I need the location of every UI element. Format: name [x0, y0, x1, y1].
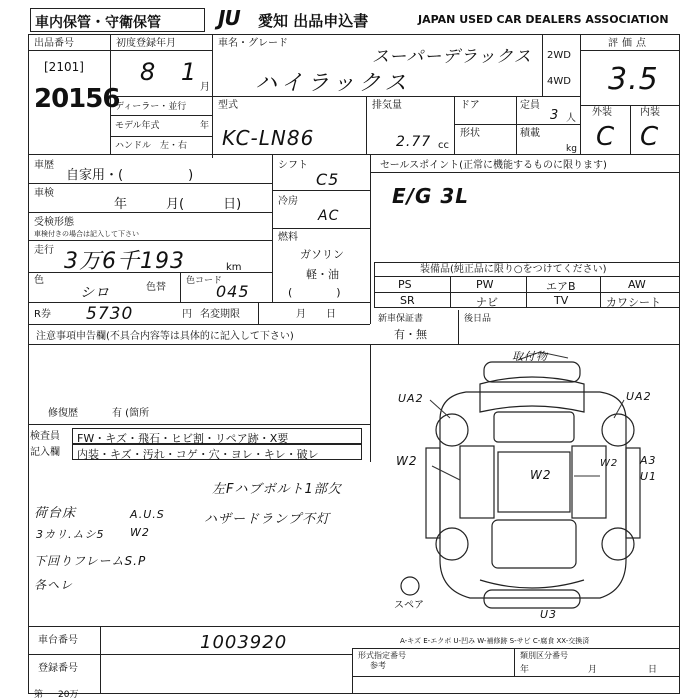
entry-label: 記入欄: [30, 447, 60, 458]
type-value: KC-LN86: [222, 126, 315, 150]
diagram-top-note: 取付物: [512, 350, 548, 363]
memo-hub-bolt: 左Fハブボルト1部欠: [212, 482, 342, 497]
first-reg-value: 8 1: [140, 58, 198, 86]
warranty-label: 新車保証書: [378, 314, 424, 324]
receive-note: 車検付きの場合は記入して下さい: [34, 230, 139, 238]
capacity-value: 3: [550, 108, 560, 123]
memo-bed-floor: 荷台床: [34, 506, 77, 521]
fuel-paren: ( ): [288, 286, 341, 299]
memo-frame: 下回りフレームS.P: [34, 554, 147, 568]
year-label: 年: [520, 665, 530, 675]
exterior-label: 外装: [592, 107, 612, 118]
equip-tv: TV: [554, 294, 569, 307]
cooler-value: AC: [318, 208, 340, 224]
spare-label: スペア: [394, 600, 424, 611]
type-reg-label: 形式指定番号: [358, 651, 406, 660]
color-code-value: 045: [216, 282, 250, 301]
door-label: ドア: [460, 100, 480, 111]
displacement-value: 2.77: [396, 134, 432, 150]
interior-row-text: 内装・キズ・汚れ・コゲ・穴・ヨレ・キレ・破レ: [77, 448, 319, 461]
score-label: 評価点: [608, 38, 650, 49]
lot-number: 20156: [34, 84, 120, 114]
equip-ps: PS: [398, 278, 412, 291]
yen-unit: 円: [182, 309, 192, 320]
fuel-value2: 軽・油: [306, 268, 339, 281]
mark-ua2-left: UA2: [398, 392, 424, 405]
selling-title: セールスポイント(正常に機能するものに限ります): [380, 160, 607, 171]
color-value: シロ: [80, 285, 110, 301]
drive-4wd: 4WD: [547, 76, 571, 87]
mark-w2-left: W2: [396, 454, 418, 468]
fuel-label: 燃料: [278, 232, 298, 243]
equip-aw: AW: [628, 278, 646, 291]
chassis-value: 1003920: [200, 632, 288, 653]
mileage-value: 3万6千193: [64, 249, 185, 274]
handle-label: ハンドル 左・右: [115, 141, 188, 151]
notes-title: 注意事項申告欄(不具合内容等は具体的に記入して下さい): [36, 331, 294, 342]
tag2-label: 20万: [58, 690, 79, 700]
displacement-label: 排気量: [372, 100, 402, 111]
year-unit: 年: [200, 121, 210, 131]
shape-label: 形状: [460, 128, 480, 139]
score-value: 3.5: [608, 62, 659, 97]
cooler-label: 冷房: [278, 196, 298, 207]
mark-ua2-right: UA2: [626, 390, 652, 403]
receive-label: 受検形態: [34, 217, 74, 228]
equipment-title: 装備品(純正品に限り○をつけてください): [420, 264, 607, 275]
paint-label: 色替: [146, 282, 166, 293]
org-name: 愛知 出品申込書: [258, 12, 369, 30]
mark-u3: U3: [540, 608, 558, 621]
model-name-label: 車名・グレード: [218, 38, 288, 49]
tag-label: 第: [34, 690, 44, 700]
recycle-label: R券: [34, 309, 51, 320]
shift-value: C5: [316, 170, 340, 189]
shift-label: シフト: [278, 160, 308, 171]
drive-2wd: 2WD: [547, 50, 571, 61]
warranty-value: 有・無: [394, 328, 427, 341]
model-year-label: モデル年式: [115, 121, 160, 131]
name-change-label: 名変期限: [200, 309, 240, 320]
fuel-value: ガソリン: [300, 248, 344, 261]
storage-label: 車内保管・守衛保管: [35, 15, 161, 31]
ref-label: 参考: [370, 661, 386, 670]
memo-hazard: ハザードランプ不灯: [204, 512, 331, 527]
mark-u1: U1: [640, 470, 658, 483]
lot-number-label: 出品番号: [34, 38, 74, 49]
inspection-value: 年 月( 日): [114, 197, 242, 212]
interior-value: C: [640, 122, 660, 152]
memo-w2: W2: [130, 526, 150, 539]
type-label: 型式: [218, 100, 238, 111]
name-change-value: 月 日: [296, 309, 336, 320]
memo-scratch: 3カリ.ムシ5: [36, 528, 105, 541]
ju-logo: JU: [218, 6, 240, 30]
color-label: 色: [34, 275, 44, 286]
grade-value: スーパーデラックス: [372, 47, 532, 67]
color-code-label: 色コード: [186, 276, 223, 286]
equip-leather: カワシート: [606, 296, 661, 309]
repair-label: 修復歴: [48, 408, 78, 419]
inspector-label: 検査員: [30, 431, 60, 442]
recycle-value: 5730: [86, 304, 134, 324]
model-value: ハイラックス: [255, 71, 411, 96]
mileage-label: 走行: [34, 245, 54, 256]
history-value: 自家用・( ): [66, 168, 194, 183]
dealer-label: ディーラー・並行: [115, 102, 187, 112]
person-unit: 人: [566, 113, 576, 124]
capacity-label: 定員: [520, 100, 540, 111]
first-reg-label: 初度登録年月: [116, 38, 176, 49]
interior-label: 内装: [640, 107, 660, 118]
cc-unit: cc: [438, 140, 449, 151]
damage-legend: A-キズ E-エクボ U-凹み W-補修跡 S-サビ C-腐食 XX-交換済: [400, 637, 590, 645]
class-label: 類別区分番号: [520, 651, 568, 660]
exterior-value: C: [596, 122, 616, 152]
lot-prefix: [2101]: [44, 60, 84, 74]
org-name-en: JAPAN USED CAR DEALERS ASSOCIATION: [418, 13, 669, 26]
month-unit: 月: [200, 82, 210, 93]
memo-aus: A.U.S: [130, 508, 165, 521]
mark-a3: A3: [640, 454, 657, 467]
selling-value: E/G 3L: [392, 184, 470, 208]
history-label: 車歴: [34, 160, 54, 171]
equip-airbag: エアB: [546, 280, 576, 293]
reg-label: 後日品: [464, 314, 492, 324]
memo-misc: 各ヘレ: [34, 578, 74, 592]
mark-w2-center: W2: [530, 468, 552, 482]
km-unit: km: [226, 262, 242, 273]
mark-w2-right: W2: [600, 458, 619, 469]
equip-navi: ナビ: [476, 296, 498, 309]
inspection-label: 車検: [34, 188, 54, 199]
chassis-label: 車台番号: [38, 635, 78, 646]
reg-number-label: 登録番号: [38, 663, 78, 674]
fw-row-text: FW・キズ・飛石・ヒビ割・リペア跡・X要: [77, 432, 289, 445]
day-label: 日: [648, 665, 658, 675]
kg-unit: kg: [566, 144, 577, 154]
equip-pw: PW: [476, 278, 494, 291]
equip-sr: SR: [400, 294, 415, 307]
month-label: 月: [588, 665, 598, 675]
load-label: 積載: [520, 128, 540, 139]
repair-value: 有 (箇所: [112, 408, 150, 419]
